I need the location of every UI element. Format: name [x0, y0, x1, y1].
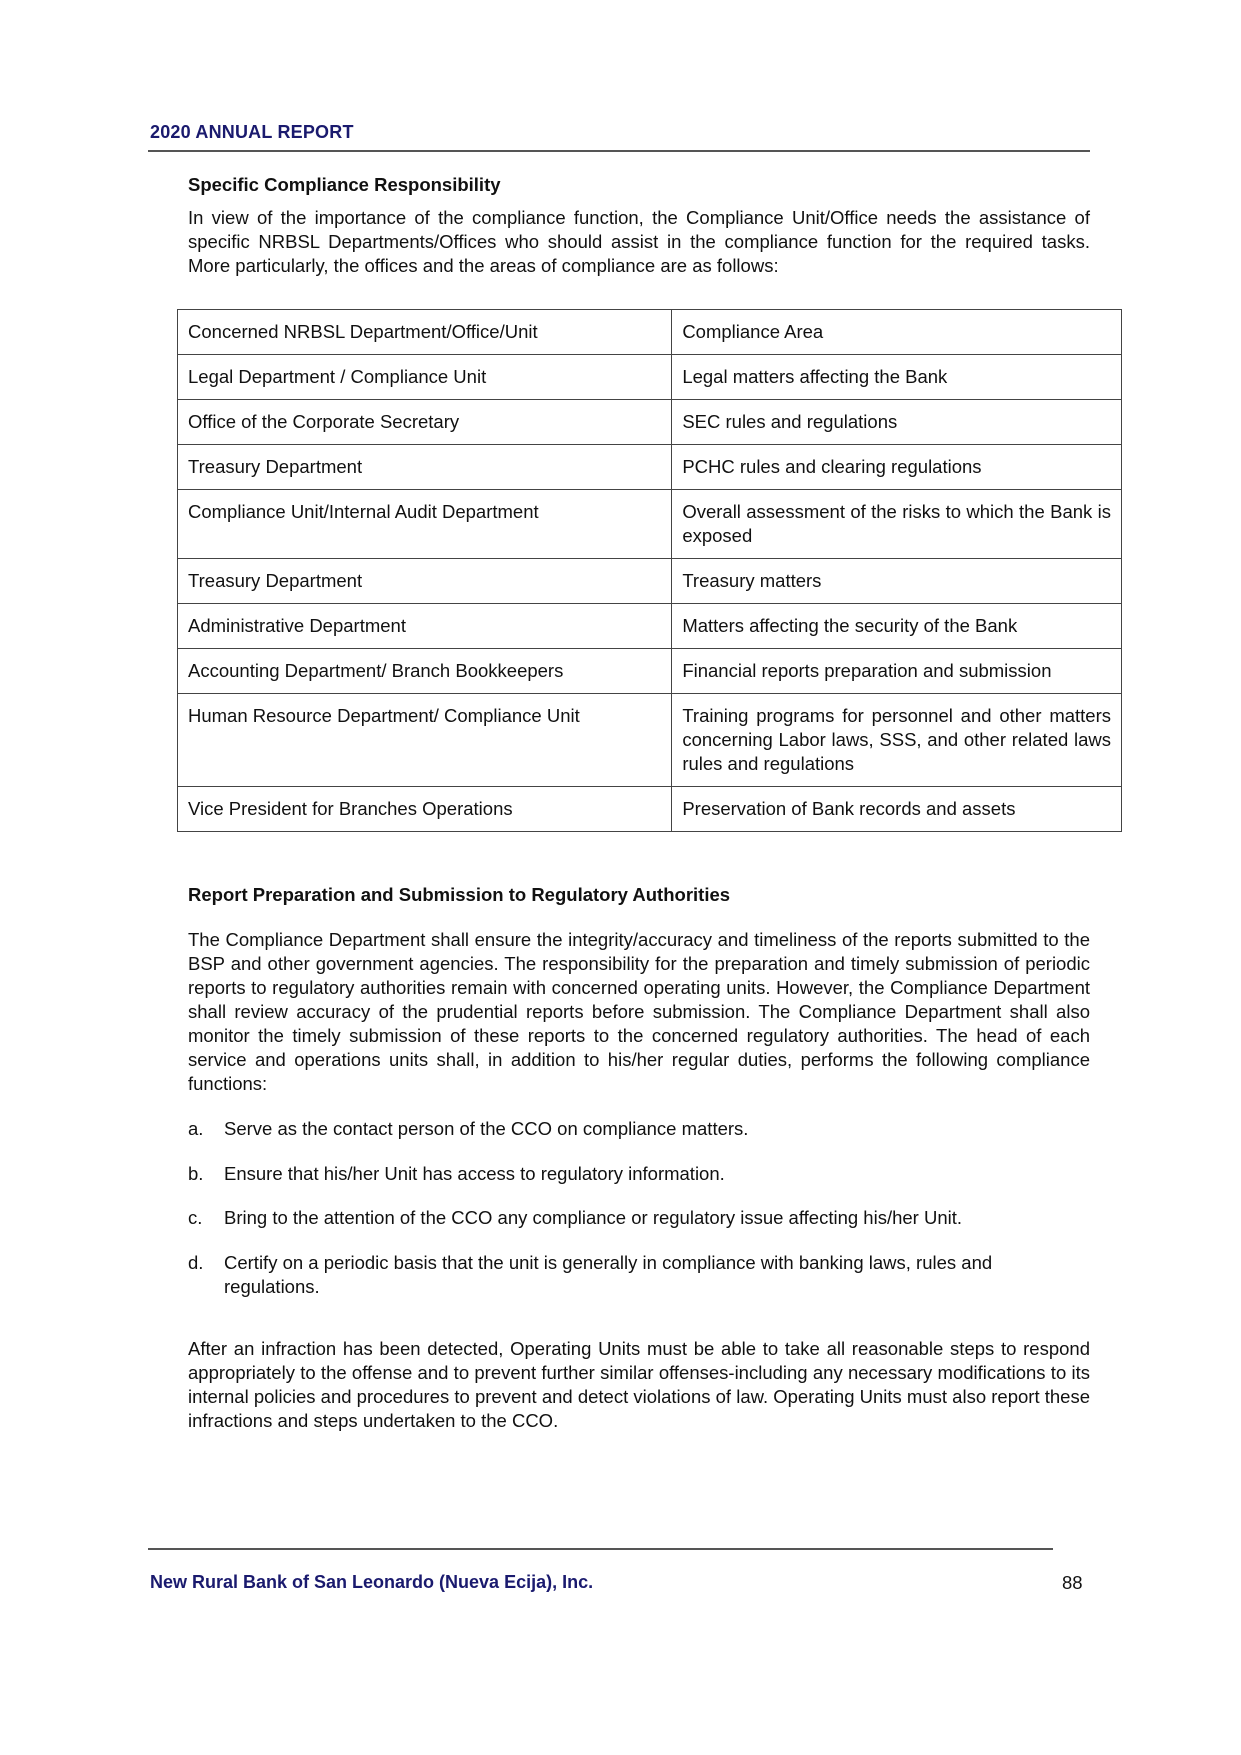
- table-cell-department: Compliance Unit/Internal Audit Department: [178, 490, 672, 559]
- footer-organization-name: New Rural Bank of San Leonardo (Nueva Ecija), Inc.: [150, 1572, 594, 1592]
- section-intro-paragraph: In view of the importance of the compliance function, the Compliance Unit/Office needs the assistance of specific NRBSL Departments/Offices who should assist in the compliance function for the required tasks. More particularly, the offices and the areas of compliance are as follows:: [188, 207, 1090, 276]
- table-cell-compliance-area: Overall assessment of the risks to which the Bank is exposed: [672, 490, 1122, 559]
- table-cell-department: Human Resource Department/ Compliance Unit: [178, 694, 672, 787]
- table-cell-compliance-area: Matters affecting the security of the Bank: [672, 604, 1122, 649]
- table-cell-department: Administrative Department: [178, 604, 672, 649]
- table-row: [178, 787, 1122, 832]
- table-cell-compliance-area: Preservation of Bank records and assets: [672, 787, 1122, 832]
- table-row: [178, 400, 1122, 445]
- table-header-department: Concerned NRBSL Department/Office/Unit: [178, 310, 672, 355]
- table-cell-department: Accounting Department/ Branch Bookkeepers: [178, 649, 672, 694]
- page-number: 88: [1062, 1572, 1083, 1593]
- table-row: [178, 490, 1122, 559]
- table-row: [178, 694, 1122, 787]
- list-item-text: Bring to the attention of the CCO any compliance or regulatory issue affecting his/her Unit.: [224, 1207, 962, 1228]
- table-cell-compliance-area: Financial reports preparation and submission: [672, 649, 1122, 694]
- table-cell-compliance-area: Training programs for personnel and other matters concerning Labor laws, SSS, and other related laws rules and regulations: [672, 694, 1122, 787]
- table-row: [178, 559, 1122, 604]
- table-row: [178, 445, 1122, 490]
- infraction-response-paragraph: After an infraction has been detected, Operating Units must be able to take all reasonable steps to respond appropriately to the offense and to prevent further similar offenses-including any necessary modifications to its internal policies and procedures to prevent and detect violations of law. Operating Units must also report these infractions and steps undertaken to the CCO.: [188, 1338, 1090, 1431]
- list-marker: a.: [188, 1118, 204, 1139]
- table-cell-compliance-area: Treasury matters: [672, 559, 1122, 604]
- section-heading-report-preparation: Report Preparation and Submission to Regulatory Authorities: [188, 884, 731, 905]
- report-header-title: 2020 ANNUAL REPORT: [150, 122, 354, 142]
- list-marker: c.: [188, 1207, 203, 1228]
- table-header-compliance-area: Compliance Area: [672, 310, 1122, 355]
- table-cell-compliance-area: PCHC rules and clearing regulations: [672, 445, 1122, 490]
- list-marker: b.: [188, 1163, 204, 1184]
- table-cell-department: Vice President for Branches Operations: [178, 787, 672, 832]
- list-item-text: Certify on a periodic basis that the unit is generally in compliance with banking laws, rules and regulations.: [224, 1252, 993, 1297]
- table-header-row: [178, 310, 1122, 355]
- table-cell-compliance-area: Legal matters affecting the Bank: [672, 355, 1122, 400]
- table-cell-department: Treasury Department: [178, 559, 672, 604]
- list-item-text: Serve as the contact person of the CCO on compliance matters.: [224, 1118, 749, 1139]
- table-cell-compliance-area: SEC rules and regulations: [672, 400, 1122, 445]
- compliance-areas-table: [177, 309, 1122, 832]
- section-heading-compliance-responsibility: Specific Compliance Responsibility: [188, 174, 501, 195]
- footer-divider: [148, 1548, 1053, 1550]
- table-cell-department: Office of the Corporate Secretary: [178, 400, 672, 445]
- table-cell-department: Treasury Department: [178, 445, 672, 490]
- header-divider: [148, 150, 1090, 152]
- table-row: [178, 649, 1122, 694]
- list-marker: d.: [188, 1252, 204, 1273]
- table-row: [178, 604, 1122, 649]
- table-row: [178, 355, 1122, 400]
- report-preparation-paragraph: The Compliance Department shall ensure the integrity/accuracy and timeliness of the reports submitted to the BSP and other government agencies. The responsibility for the preparation and timely submission of periodic reports to regulatory authorities remain with concerned operating units. However, the Compliance Department shall review accuracy of the prudential reports before submission. The Compliance Department shall also monitor the timely submission of these reports to the concerned regulatory authorities. The head of each service and operations units shall, in addition to his/her regular duties, performs the following compliance functions:: [188, 929, 1090, 1094]
- table-cell-department: Legal Department / Compliance Unit: [178, 355, 672, 400]
- list-item-text: Ensure that his/her Unit has access to regulatory information.: [224, 1163, 725, 1184]
